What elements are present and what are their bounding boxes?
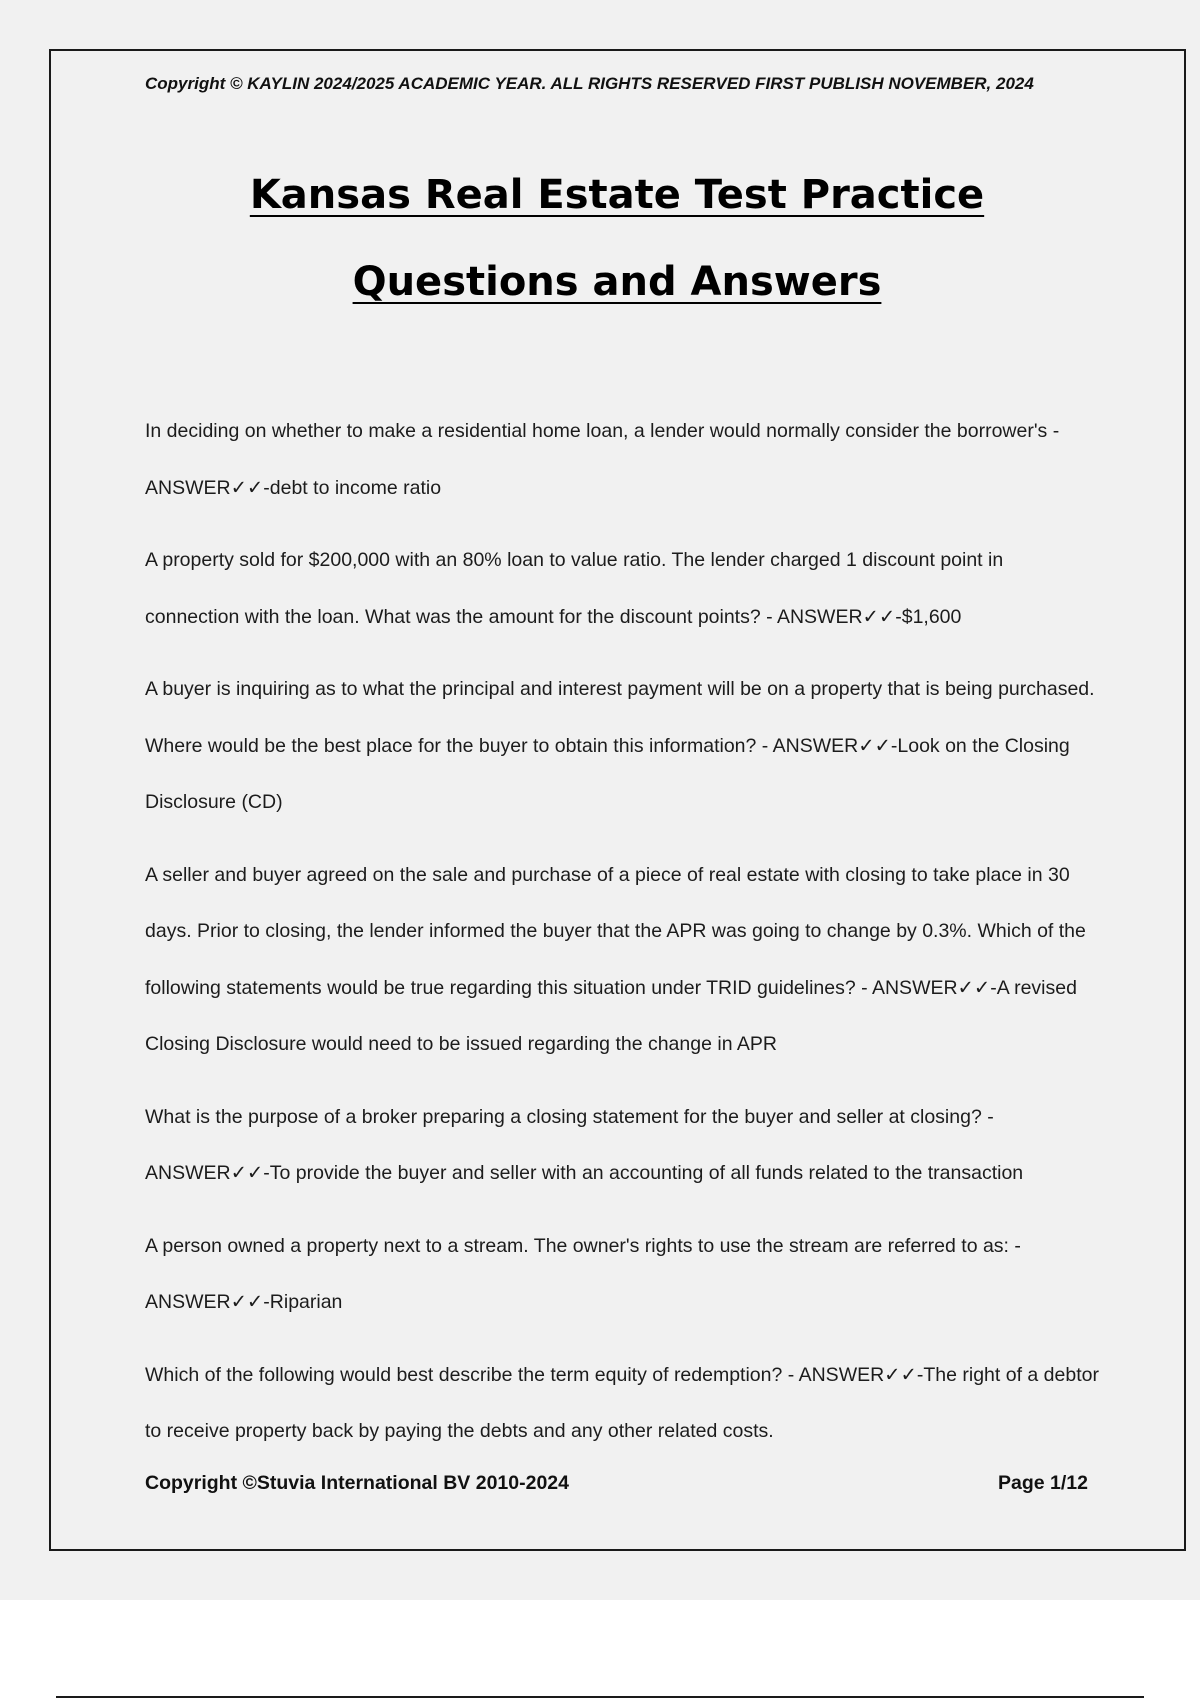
page-number: Page 1/12 [998, 1472, 1088, 1494]
qa-question: Which of the following would best describe the term equity of redemption? - [145, 1363, 799, 1386]
qa-answer: -The right of a debtor to receive property back by paying the debts and any other related costs. [145, 1363, 1099, 1442]
qa-answer: -Riparian [263, 1291, 343, 1313]
qa-answer: -To provide the buyer and seller with an accounting of all funds related to the transaction [263, 1162, 1024, 1184]
qa-question: A person owned a property next to a stream. The owner's rights to use the stream are referred to as: - [145, 1234, 1021, 1257]
qa-question: A buyer is inquiring as to what the principal and interest payment will be on a property that is being purchased. Where would be the best place for the buyer to obtain this information? - [145, 678, 1095, 757]
qa-list [145, 403, 1100, 1476]
qa-item [145, 1218, 1100, 1331]
header-copyright: Copyright © KAYLIN 2024/2025 ACADEMIC YEAR. ALL RIGHTS RESERVED FIRST PUBLISH NOVEMBER, 2024 [145, 74, 1034, 93]
qa-item [145, 1089, 1100, 1202]
answer-marker: ANSWER✓✓ [145, 1291, 264, 1313]
qa-item [145, 532, 1100, 645]
answer-marker: ANSWER✓✓ [871, 976, 991, 999]
qa-item [145, 403, 1100, 516]
qa-question: What is the purpose of a broker preparing a closing statement for the buyer and seller at closing? - [145, 1105, 994, 1128]
qa-question: In deciding on whether to make a residential home loan, a lender would normally consider the borrower's - [145, 420, 1060, 442]
answer-marker: ANSWER✓✓ [145, 1162, 264, 1184]
answer-marker: ANSWER✓✓ [798, 1363, 917, 1386]
qa-question: A property sold for $200,000 with an 80% loan to value ratio. The lender charged 1 discount point in connection with the loan. What was the amount for the discount points? - [145, 549, 1004, 628]
qa-item [145, 847, 1100, 1073]
qa-answer: -$1,600 [895, 605, 962, 628]
qa-answer: -Look on the Closing Disclosure (CD) [145, 734, 1070, 813]
qa-answer: -A revised Closing Disclosure would need to be issued regarding the change in APR [145, 976, 1077, 1055]
qa-item [145, 1347, 1100, 1460]
qa-answer: -debt to income ratio [263, 476, 442, 499]
document-title-line-2: Questions and Answers [352, 259, 882, 305]
answer-marker: ANSWER✓✓ [145, 476, 264, 499]
qa-question: A seller and buyer agreed on the sale and purchase of a piece of real estate with closing to take place in 30 days. Prior to closing, the lender informed the buyer that the APR was going to change by 0.3%. Which of the following statements would be true regarding this situation under TRID guidelines? - [145, 863, 1086, 999]
answer-marker: ANSWER✓✓ [772, 734, 891, 757]
qa-item [145, 661, 1100, 831]
next-page-divider [56, 1696, 1144, 1698]
document-title-line-1: Kansas Real Estate Test Practice [249, 172, 985, 218]
answer-marker: ANSWER✓✓ [776, 605, 896, 628]
footer-copyright: Copyright ©Stuvia International BV 2010-2024 [145, 1472, 569, 1494]
